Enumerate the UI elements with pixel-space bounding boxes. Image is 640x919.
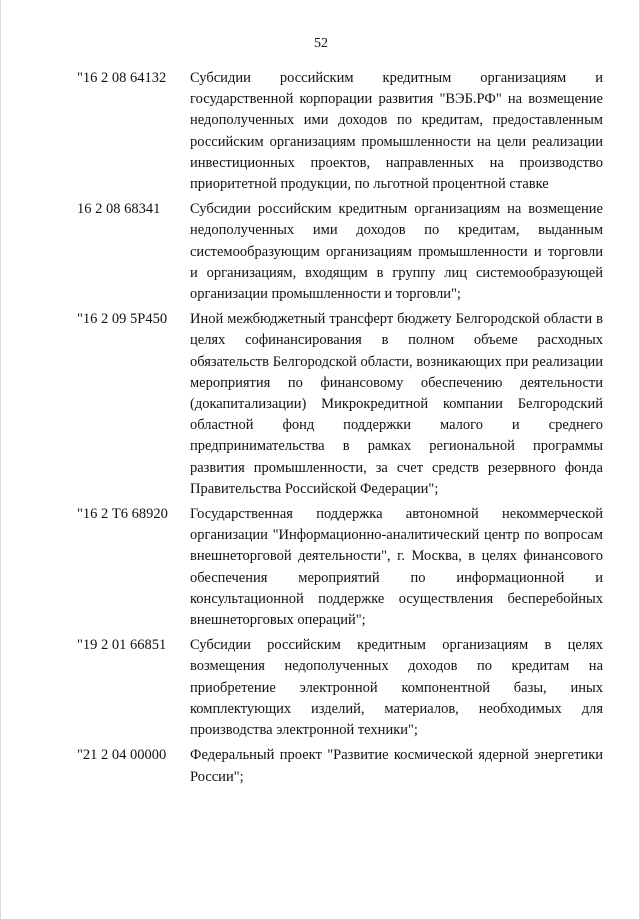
budget-code: "16 2 09 5Р450	[77, 311, 168, 328]
budget-code-description: Субсидии российским кредитным организациям и государственной корпорации развития "ВЭБ.РФ" на возмещение недополученных ими доходов по кредитам, предоставленным российским организациям промышленности на цели реализации инвестиционных проектов, направленных на производство приоритетной продукции, по льготной процентной ставке	[190, 70, 603, 193]
budget-code: "16 2 08 64132	[77, 70, 167, 86]
budget-code-list	[77, 68, 603, 792]
page-number: 52	[314, 36, 328, 51]
budget-code-description: Субсидии российским кредитным организациям в целях возмещения недополученных доходов по кредитам на приобретение электронной компонентной базы, иных комплектующих изделий, материалов, необходимых для производства электронной техники";	[190, 637, 603, 739]
list-item	[77, 309, 603, 500]
budget-code-description: Иной межбюджетный трансферт бюджету Белгородской области в целях софинансирования в полном объеме расходных обязательств Белгородской области, возникающих при реализации мероприятия по финансовому обеспечению деятельности (докапитализации) Микрокредитной компании Белгородский областной фонд поддержки малого и среднего предпринимательства в рамках региональной программы развития промышленности, за счет средств резервного фонда Правительства Российской Федерации";	[190, 311, 603, 497]
budget-code-description: Государственная поддержка автономной некоммерческой организации "Информационно-аналитический центр по вопросам внешнеторговой деятельности", г. Москва, в целях финансового обеспечения мероприятий по информационной и консультационной поддержке осуществления бесперебойных внешнеторговых операций";	[190, 506, 603, 629]
budget-code: "21 2 04 00000	[77, 747, 167, 764]
budget-code: "16 2 Т6 68920	[77, 506, 168, 523]
list-item	[77, 504, 603, 631]
budget-code: 16 2 08 68341	[77, 201, 161, 218]
list-item	[77, 635, 603, 741]
budget-code-description: Субсидии российским кредитным организациям на возмещение недополученных ими доходов по кредитам, выданным системообразующим организациям промышленности и торговли и организациям, входящим в группу лиц системообразующей организации промышленности и торговли";	[190, 201, 603, 303]
budget-code: "19 2 01 66851	[77, 637, 167, 654]
list-item	[77, 199, 603, 305]
list-item	[77, 745, 603, 787]
budget-code-description: Федеральный проект "Развитие космической ядерной энергетики России";	[190, 747, 603, 785]
list-item	[77, 68, 603, 195]
